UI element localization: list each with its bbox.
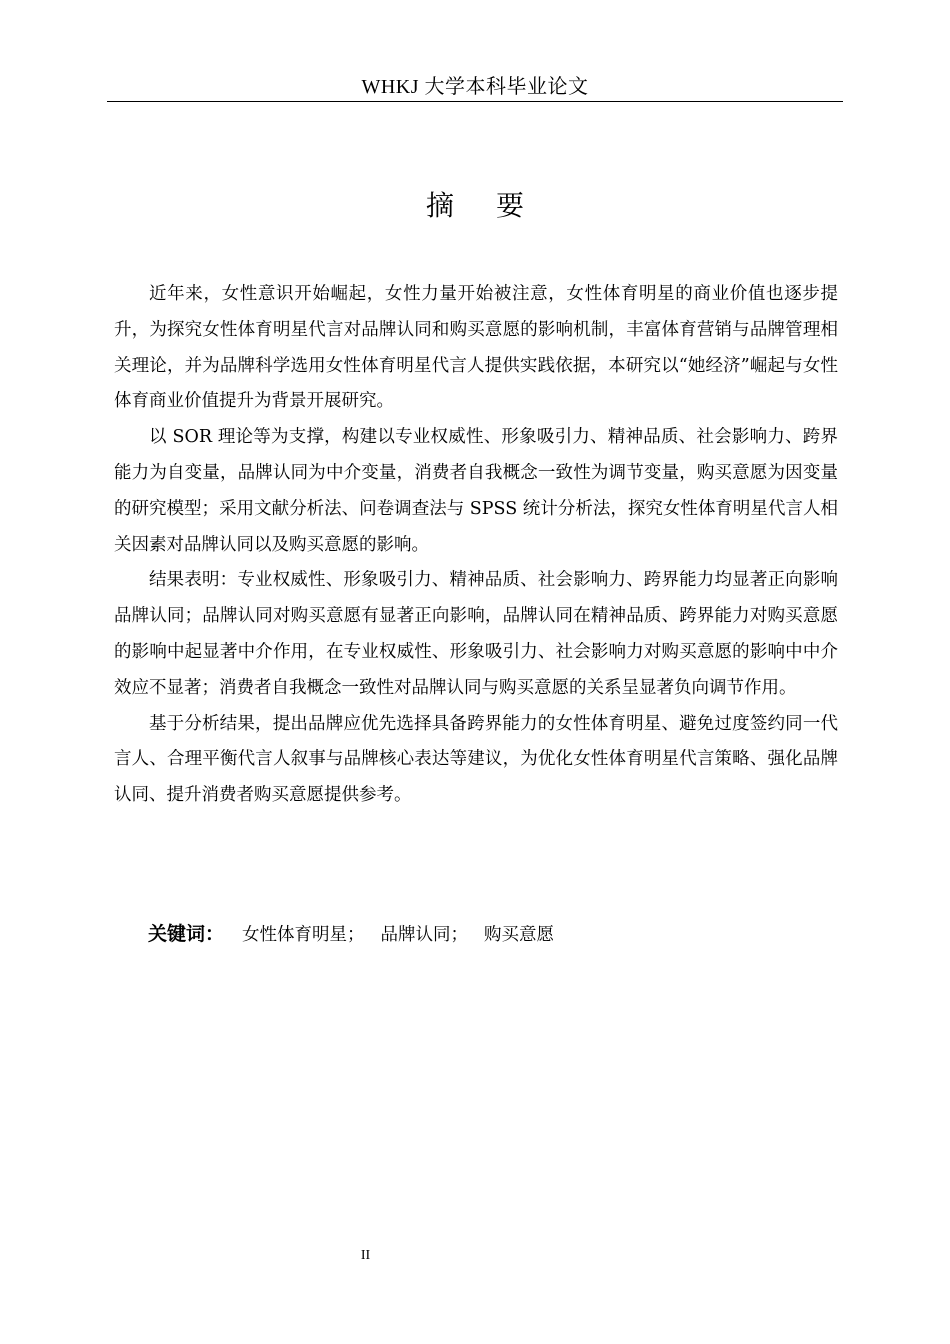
header-divider (107, 101, 843, 102)
abstract-paragraph-1: 近年来，女性意识开始崛起，女性力量开始被注意，女性体育明星的商业价值也逐步提升，为探究女性体育明星代言对品牌认同和购买意愿的影响机制，丰富体育营销与品牌管理相关理论，并为品牌科学选用女性体育明星代言人提供实践依据，本研究以“她经济”崛起与女性体育商业价值提升为背景开展研究。 (114, 284, 838, 412)
abstract-body (114, 277, 838, 814)
keyword-separator: ； (450, 925, 469, 945)
abstract-paragraph-2: 以 SOR 理论等为支撑，构建以专业权威性、形象吸引力、精神品质、社会影响力、跨界能力为自变量，品牌认同为中介变量，消费者自我概念一致性为调节变量，购买意愿为因变量的研究模型；采用文献分析法、问卷调查法与 SPSS 统计分析法，探究女性体育明星代言人相关因素对品牌认同以及购买意愿的影响。 (114, 427, 838, 555)
page-header-title: WHKJ 大学本科毕业论文 (361, 76, 589, 98)
keyword-item: 购买意愿 (484, 925, 555, 945)
keyword-item: 女性体育明星 (242, 925, 348, 945)
keywords-line (148, 916, 838, 953)
abstract-title: 摘要 (425, 189, 566, 222)
keyword-separator: ； (347, 925, 365, 945)
abstract-paragraph-4: 基于分析结果，提出品牌应优先选择具备跨界能力的女性体育明星、避免过度签约同一代言人、合理平衡代言人叙事与品牌核心表达等建议，为优化女性体育明星代言策略、强化品牌认同、提升消费者购买意愿提供参考。 (114, 713, 838, 806)
keywords-label: 关键词： (148, 923, 225, 945)
abstract-paragraph-3: 结果表明：专业权威性、形象吸引力、精神品质、社会影响力、跨界能力均显著正向影响品牌认同；品牌认同对购买意愿有显著正向影响，品牌认同在精神品质、跨界能力对购买意愿的影响中起显著中介作用，在专业权威性、形象吸引力、社会影响力对购买意愿的影响中中介效应不显著；消费者自我概念一致性对品牌认同与购买意愿的关系呈显著负向调节作用。 (114, 570, 838, 698)
page-number: II (360, 1248, 371, 1263)
keyword-item: 品牌认同 (380, 925, 451, 945)
